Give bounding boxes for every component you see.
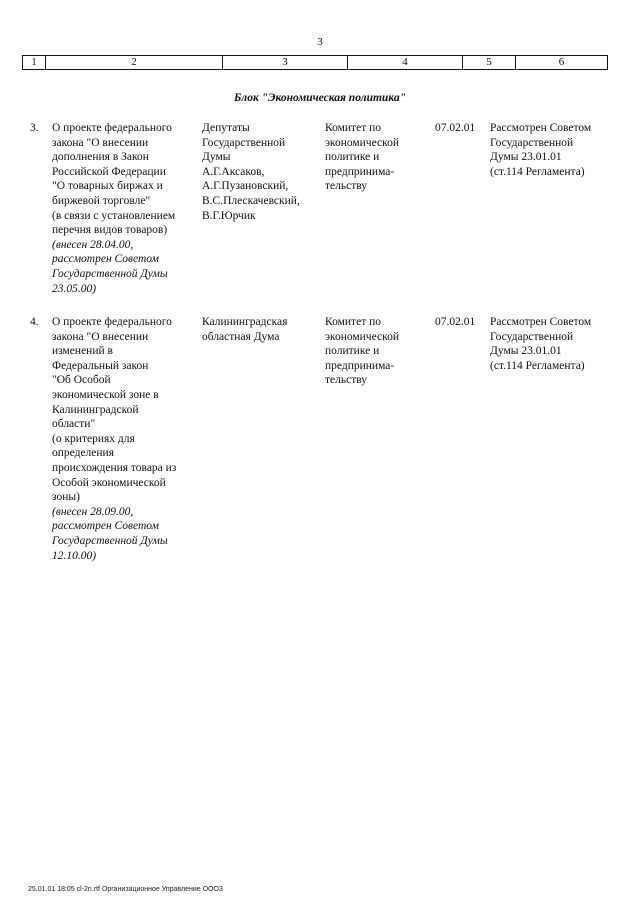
bill-title-line: Особой экономической <box>52 476 166 489</box>
page-number: 3 <box>317 36 323 48</box>
status-line: (ст.114 Регламента) <box>490 165 585 178</box>
bill-title-line: Калининградской <box>52 403 139 416</box>
bill-note-line: Государственной Думы <box>52 267 168 280</box>
bill-author-line: Депутаты <box>202 122 250 134</box>
bill-author <box>202 315 322 344</box>
column-header-1: 1 <box>23 56 46 69</box>
bill-title-line: экономической зоне в <box>52 388 159 401</box>
bill-title-line: Федеральный закон <box>52 359 149 372</box>
bill-author-line: Калининградская <box>202 316 288 328</box>
bill-title-line: закона "О внесении <box>52 330 149 343</box>
column-header-3: 3 <box>223 56 348 69</box>
committee-line: предпринима- <box>325 359 395 372</box>
review-date: 07.02.01 <box>435 122 476 134</box>
responsible-committee <box>325 121 435 194</box>
bill-note-line: (внесен 28.09.00, <box>52 505 134 518</box>
bill-title-line: закона "О внесении <box>52 136 149 149</box>
block-title: Блок "Экономическая политика" <box>233 92 406 104</box>
bill-title-line: области" <box>52 418 96 431</box>
status-line: Думы 23.01.01 <box>490 345 562 358</box>
bill-note-line: рассмотрен Советом <box>52 520 159 533</box>
committee-line: политике и <box>325 345 380 358</box>
bill-title-line: биржевой торговле" <box>52 194 151 207</box>
bill-title-line: Российской Федерации <box>52 165 166 178</box>
bill-title-line: (в связи с установлением <box>52 209 176 222</box>
bill-title-line: изменений в <box>52 345 113 358</box>
bill-author-line: областная Дума <box>202 330 280 343</box>
bill-title-line: О проекте федерального <box>52 122 172 134</box>
bill-title-line: определения <box>52 447 115 460</box>
bill-note-line: (внесен 28.04.00, <box>52 238 134 251</box>
bill-title-line: О проекте федерального <box>52 316 172 328</box>
bill-title <box>52 315 202 563</box>
bill-title-line: дополнения в Закон <box>52 151 149 164</box>
bill-title-line: "О товарных биржах и <box>52 180 163 193</box>
bill-author <box>202 121 322 223</box>
column-header-row <box>22 55 608 70</box>
entry-number: 4. <box>30 316 39 328</box>
status-line: Рассмотрен Советом <box>490 122 592 134</box>
bill-status <box>490 121 620 179</box>
review-date: 07.02.01 <box>435 316 476 328</box>
bill-title <box>52 121 202 296</box>
status-line: Рассмотрен Советом <box>490 316 592 328</box>
bill-author-line: В.Г.Юрчик <box>202 209 256 222</box>
bill-title-line: перечня видов товаров) <box>52 224 168 237</box>
bill-title-line: "Об Особой <box>52 374 111 387</box>
status-line: (ст.114 Регламента) <box>490 359 585 372</box>
bill-author-line: Думы <box>202 151 231 164</box>
bill-author-line: А.Г.Пузановский, <box>202 180 289 193</box>
committee-line: тельству <box>325 180 368 193</box>
bill-note-line: рассмотрен Советом <box>52 253 159 266</box>
bill-author-line: Государственной <box>202 136 286 149</box>
committee-line: Комитет по <box>325 316 381 328</box>
bill-author-line: В.С.Плескачевский, <box>202 194 300 207</box>
status-line: Думы 23.01.01 <box>490 151 562 164</box>
column-header-5: 5 <box>463 56 516 69</box>
bill-title-line: происхождения товара из <box>52 461 177 474</box>
committee-line: предпринима- <box>325 165 395 178</box>
entry-number: 3. <box>30 122 39 134</box>
committee-line: экономической <box>325 330 399 343</box>
committee-line: Комитет по <box>325 122 381 134</box>
bill-note-line: 23.05.00) <box>52 282 97 295</box>
status-line: Государственной <box>490 136 574 149</box>
column-header-6: 6 <box>558 56 565 68</box>
bill-author-line: А.Г.Аксаков, <box>202 165 265 178</box>
status-line: Государственной <box>490 330 574 343</box>
bill-note-line: Государственной Думы <box>52 534 168 547</box>
bill-status <box>490 315 620 373</box>
bill-title-line: зоны) <box>52 491 80 504</box>
committee-line: тельству <box>325 374 368 387</box>
bill-note-line: 12.10.00) <box>52 549 97 562</box>
responsible-committee <box>325 315 435 388</box>
footer-info: 25.01.01 18:05 cl-2n.rtf Организационное Управление ООО3 <box>28 886 223 893</box>
committee-line: экономической <box>325 136 399 149</box>
column-header-2: 2 <box>46 56 223 69</box>
bill-title-line: (о критериях для <box>52 432 135 445</box>
column-header-4: 4 <box>348 56 463 69</box>
committee-line: политике и <box>325 151 380 164</box>
